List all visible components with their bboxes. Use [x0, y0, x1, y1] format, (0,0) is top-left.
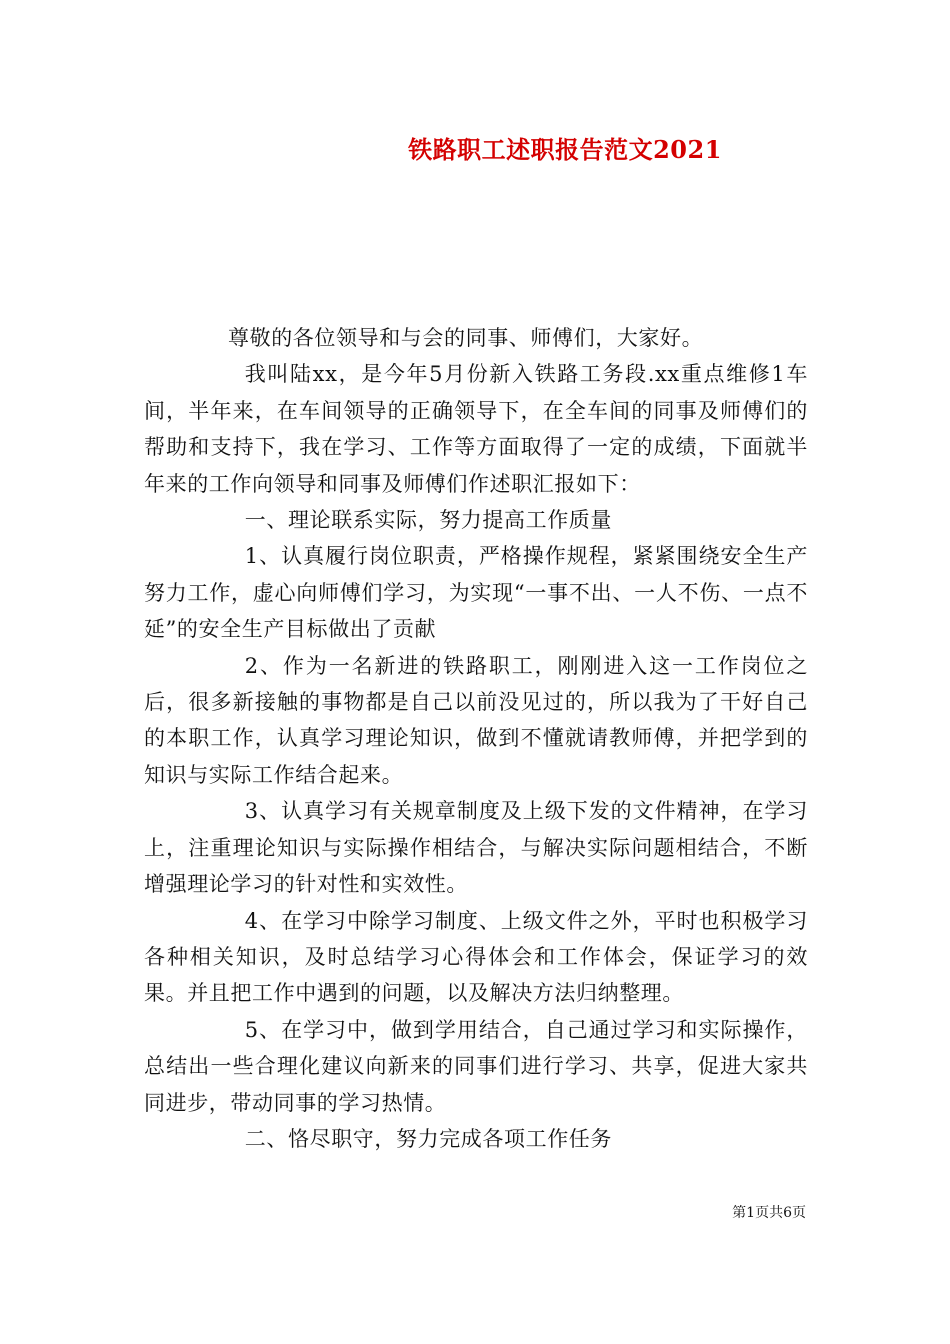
- item-paragraph-1: 1、认真履行岗位职责，严格操作规程，紧紧围绕安全生产努力工作，虚心向师傅们学习，为实现“一事不出、一人不伤、一点不延”的安全生产目标做出了贡献: [144, 544, 808, 642]
- item-paragraph-4: 4、在学习中除学习制度、上级文件之外，平时也积极学习各种相关知识，及时总结学习心得体会和工作体会，保证学习的效果。并且把工作中遇到的问题，以及解决方法归纳整理。: [144, 908, 808, 1006]
- page-number: 第1页共6页: [732, 1205, 806, 1221]
- intro-paragraph: 我叫陆xx，是今年5月份新入铁路工务段.xx重点维修1车间，半年来，在车间领导的正确领导下，在全车间的同事及师傅们的帮助和支持下，我在学习、工作等方面取得了一定的成绩，下面就半年来的工作向领导和同事及师傅们作述职汇报如下：: [144, 362, 808, 496]
- section-heading-1: 一、理论联系实际，努力提高工作质量: [244, 508, 612, 533]
- item-paragraph-3: 3、认真学习有关规章制度及上级下发的文件精神，在学习上，注重理论知识与实际操作相结合，与解决实际问题相结合，不断增强理论学习的针对性和实效性。: [144, 799, 808, 897]
- section-heading-2: 二、恪尽职守，努力完成各项工作任务: [244, 1126, 612, 1151]
- document-title: 铁路职工述职报告范文2021: [408, 135, 722, 164]
- document-body: [144, 320, 808, 1157]
- item-paragraph-5: 5、在学习中，做到学用结合，自己通过学习和实际操作，总结出一些合理化建议向新来的同事们进行学习、共享，促进大家共同进步，带动同事的学习热情。: [144, 1017, 808, 1115]
- greeting-paragraph: 尊敬的各位领导和与会的同事、师傅们，大家好。: [228, 326, 704, 350]
- item-paragraph-2: 2、作为一名新进的铁路职工，刚刚进入这一工作岗位之后，很多新接触的事物都是自己以前没见过的，所以我为了干好自己的本职工作，认真学习理论知识，做到不懂就请教师傅，并把学到的知识与实际工作结合起来。: [144, 653, 808, 787]
